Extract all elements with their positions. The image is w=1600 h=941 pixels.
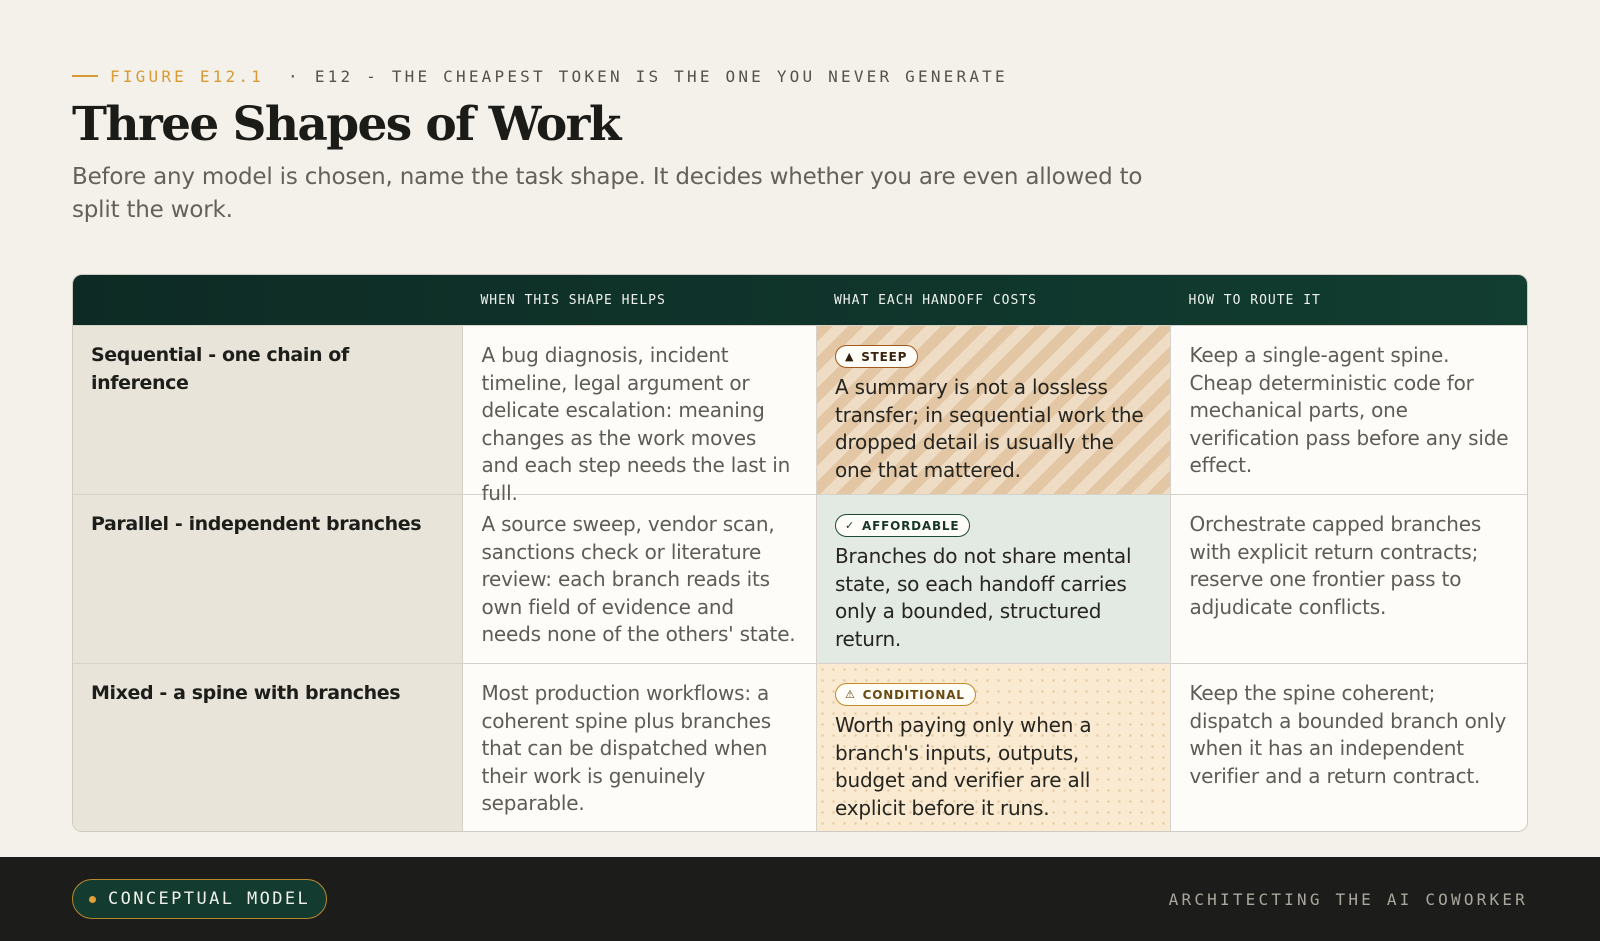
brand-label: ARCHITECTING THE AI COWORKER	[1168, 889, 1528, 909]
status-badge-steep	[835, 345, 918, 368]
shape-name: Parallel - independent branches	[73, 495, 462, 663]
route-cell: Keep a single-agent spine. Cheap deterministic code for mechanical parts, one verification pass before any side effect.	[1170, 326, 1527, 494]
column-header-helps: WHEN THIS SHAPE HELPS	[480, 292, 666, 308]
page-title: Three Shapes of Work	[72, 97, 620, 152]
cost-text: Worth paying only when a branch's inputs, outputs, budget and verifier are all explicit before it runs.	[834, 713, 1092, 820]
route-cell: Keep the spine coherent; dispatch a bounded branch only when it has an independent verifier and a return contract.	[1170, 664, 1527, 832]
shapes-table	[72, 274, 1528, 832]
shape-name: Mixed - a spine with branches	[73, 664, 462, 832]
table-header	[73, 275, 1527, 325]
figure-eyebrow	[72, 62, 1532, 90]
eyebrow-separator: ·	[288, 66, 301, 86]
triangle-up-icon: ▲	[844, 350, 855, 363]
warning-icon: ⚠	[844, 688, 856, 701]
cost-cell	[816, 664, 1171, 832]
helps-cell: A bug diagnosis, incident timeline, legal argument or delicate escalation: meaning changes as the work moves and each step needs the last in full.	[462, 326, 816, 494]
table-row-sequential	[73, 325, 1527, 505]
badge-label: STEEP	[861, 349, 908, 364]
status-badge-conditional	[835, 683, 976, 706]
check-icon: ✓	[844, 519, 855, 532]
column-header-cost: WHAT EACH HANDOFF COSTS	[833, 292, 1037, 308]
conceptual-model-tag	[72, 879, 327, 919]
badge-label: AFFORDABLE	[862, 518, 960, 533]
helps-cell: Most production workflows: a coherent spine plus branches that can be dispatched when their work is genuinely separable.	[462, 664, 816, 832]
page-subtitle: Before any model is chosen, name the task shape. It decides whether you are even allowed to split the work.	[72, 164, 1143, 223]
table-row-parallel	[73, 494, 1527, 663]
cost-cell	[816, 495, 1171, 663]
badge-label: CONDITIONAL	[862, 687, 965, 702]
tag-label: CONCEPTUAL MODEL	[108, 889, 311, 909]
column-header-route: HOW TO ROUTE IT	[1188, 292, 1321, 308]
column-header-shape	[73, 275, 462, 325]
route-cell: Orchestrate capped branches with explicit return contracts; reserve one frontier pass to adjudicate conflicts.	[1170, 495, 1527, 663]
helps-cell: A source sweep, vendor scan, sanctions check or literature review: each branch reads its own field of evidence and needs none of the others' state.	[462, 495, 816, 663]
figure-header	[72, 62, 1532, 227]
accent-dash	[72, 75, 98, 77]
cost-text: A summary is not a lossless transfer; in sequential work the dropped detail is usually the one that mattered.	[834, 375, 1144, 482]
footer-bar	[0, 857, 1600, 941]
shape-name: Sequential - one chain of inference	[73, 326, 462, 494]
figure-label: FIGURE E12.1	[110, 66, 264, 86]
table-row-mixed	[73, 663, 1527, 832]
status-badge-affordable	[835, 514, 970, 537]
cost-text: Branches do not share mental state, so each handoff carries only a bounded, structured return.	[834, 544, 1132, 651]
episode-label: E12 - THE CHEAPEST TOKEN IS THE ONE YOU NEVER GENERATE	[314, 66, 1008, 86]
cost-cell	[816, 326, 1171, 494]
dot-icon	[89, 896, 96, 903]
